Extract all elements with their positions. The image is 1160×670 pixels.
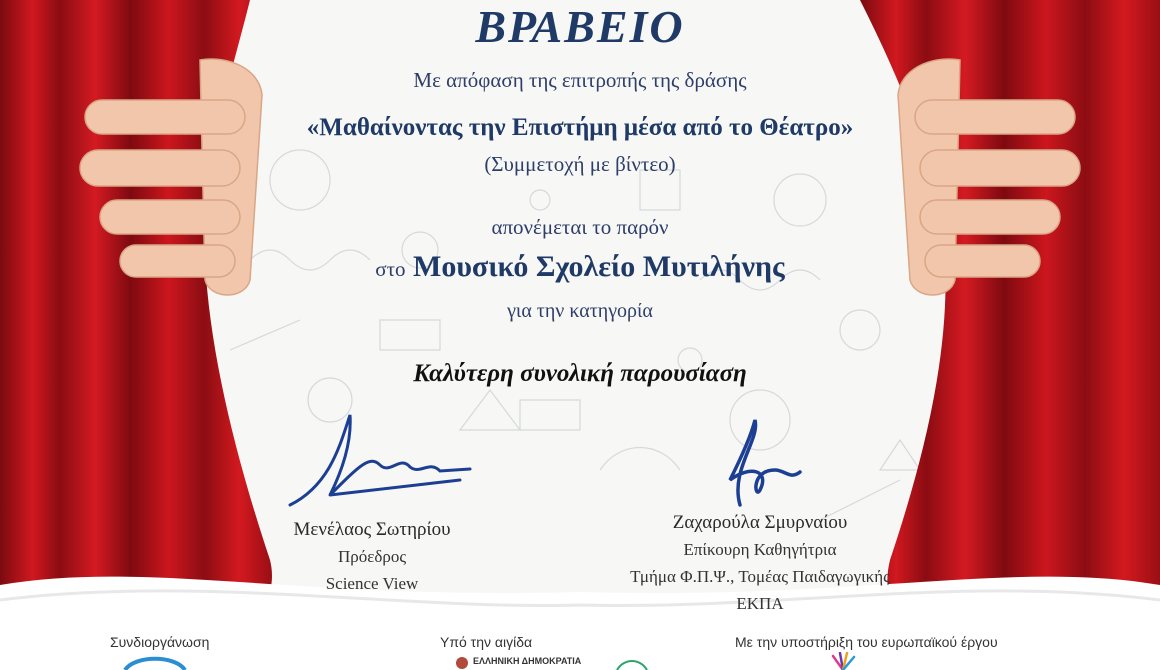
signatory-university: ΕΚΠΑ [736,594,784,613]
signatory-role: Επίκουρη Καθηγήτρια [683,540,837,559]
co-organization-label: Συνδιοργάνωση [110,634,210,650]
auspices-label: Υπό την αιγίδα [440,634,533,650]
category-label: για την κατηγορία [507,300,653,322]
participation-type: (Συμμετοχή με βίντεο) [484,152,676,176]
certificate-title: ΒΡΑΒΕΙΟ [475,1,685,52]
signatory-organization: Science View [325,574,419,593]
recipient-name: Μουσικό Σχολείο Μυτιλήνης [413,250,785,283]
signatory-department: Τμήμα Φ.Π.Ψ., Τομέας Παιδαγωγικής [630,567,890,586]
signatory-name: Ζαχαρούλα Σμυρναίου [672,512,848,533]
action-name: «Μαθαίνοντας την Επιστήμη μέσα από το Θέατρο» [306,114,854,141]
auspices-logo-2 [612,658,652,670]
auspices-logo-text: ΕΛΛΗΝΙΚΗ ΔΗΜΟΚΡΑΤΙΑ [473,656,582,666]
signature-left [270,405,480,515]
signatory-name: Μενέλαος Σωτηρίου [293,519,451,540]
recipient [0,250,1160,284]
category: Καλύτερη συνολική παρουσίαση [413,360,747,387]
signatory-right [600,509,920,617]
eu-support-label: Με την υποστήριξη του ευρωπαϊκού έργου [735,634,998,650]
signatory-role: Πρόεδρος [337,547,407,566]
awarded-line: απονέμεται το παρόν [491,215,669,239]
co-organizer-logo [120,655,190,670]
eu-project-logo [828,652,858,670]
recipient-prefix: στο [375,257,406,281]
greek-emblem-icon [455,656,469,670]
decision-line: Με απόφαση της επιτροπής της δράσης [413,68,747,92]
signature-right [700,410,810,515]
signatory-left [262,516,482,597]
